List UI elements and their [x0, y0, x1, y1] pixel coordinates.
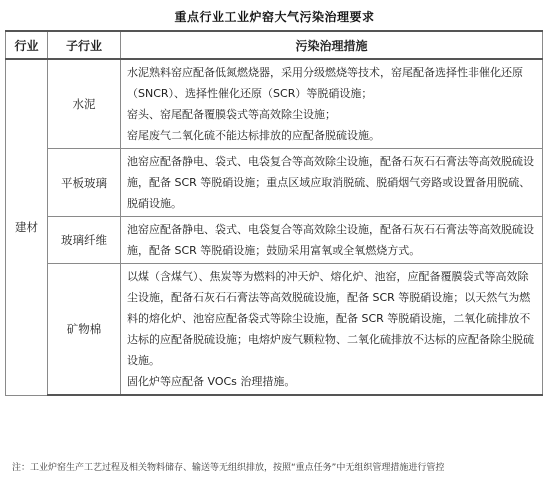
measure-line: 固化炉等应配备 VOCs 治理措施。 [127, 375, 296, 388]
measures-cell [121, 217, 543, 264]
footnote: 注：工业炉窑生产工艺过程及相关物料储存、输送等无组织排放，按照“重点任务”中无组织管理措施进行管控 [12, 463, 445, 473]
measure-line: 窑尾废气二氧化硫不能达标排放的应配备脱硫设施。 [127, 129, 380, 142]
table-row [6, 149, 543, 217]
table-row [6, 217, 543, 264]
sub-industry-cell: 玻璃纤维 [48, 217, 121, 264]
measure-line: 池窑应配备静电、袋式、电袋复合等高效除尘设施，配备石灰石石膏法等高效脱硫设施，配备 SCR 等脱硝设施；重点区域应取消脱硫、脱硝烟气旁路或设置备用脱硫、脱硝设施。 [127, 155, 534, 210]
measures-cell [121, 264, 543, 396]
header-measures: 污染治理措施 [121, 31, 543, 59]
requirements-table [5, 30, 543, 396]
measure-line: 水泥熟料窑应配备低氮燃烧器，采用分级燃烧等技术，窑尾配备选择性非催化还原（SNCR）、选择性催化还原（SCR）等脱硝设施； [127, 66, 523, 100]
sub-industry-cell: 矿物棉 [48, 264, 121, 396]
industry-cell: 建材 [6, 59, 48, 395]
measures-cell [121, 59, 543, 149]
table-row [6, 264, 543, 396]
measure-line: 池窑应配备静电、袋式、电袋复合等高效除尘设施，配备石灰石石膏法等高效脱硫设施，配备 SCR 等脱硝设施；鼓励采用富氧或全氧燃烧方式。 [127, 223, 534, 257]
measure-line: 窑头、窑尾配备覆膜袋式等高效除尘设施； [127, 108, 336, 121]
header-sub-industry: 子行业 [48, 31, 121, 59]
table-row [6, 59, 543, 149]
document-title: 重点行业工业炉窑大气污染治理要求 [174, 10, 375, 24]
table-header-row [6, 31, 543, 59]
sub-industry-cell: 水泥 [48, 59, 121, 149]
sub-industry-cell: 平板玻璃 [48, 149, 121, 217]
measure-line: 以煤（含煤气）、焦炭等为燃料的冲天炉、熔化炉、池窑，应配备覆膜袋式等高效除尘设施，配备石灰石石膏法等高效脱硫设施，配备 SCR 等脱硝设施；以天然气为燃料的熔化炉、池窑应配备袋式等除尘设施，配备 SCR 等脱硝设施，二氧化硫排放不达标的应配备脱硫设施；电熔炉废气颗粒物、二氧化硫排放不达标的应配备除尘脱硫设施。 [127, 270, 534, 367]
measures-cell [121, 149, 543, 217]
header-industry: 行业 [6, 31, 48, 59]
